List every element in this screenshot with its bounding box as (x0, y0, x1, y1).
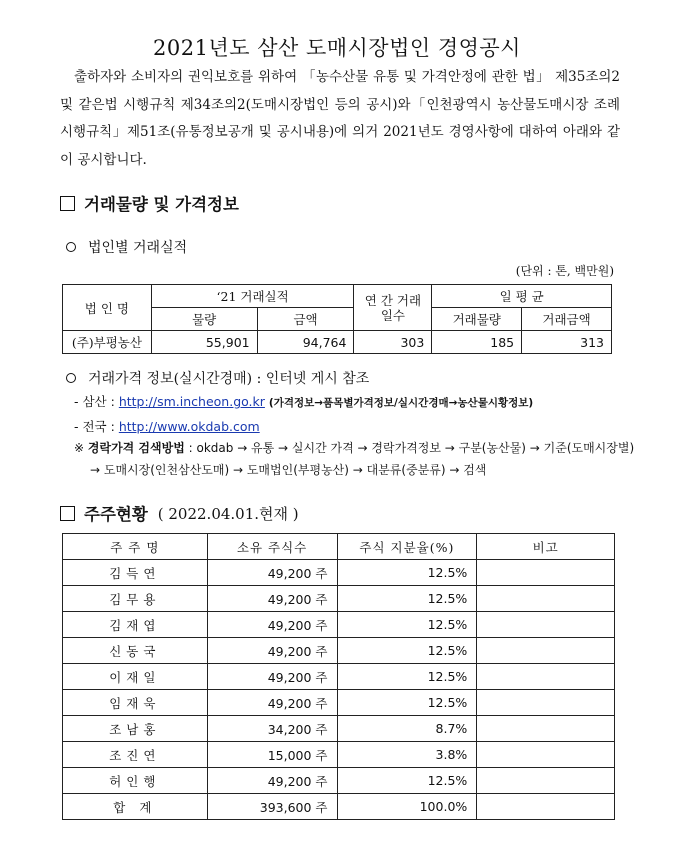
share-count: 49,200 주 (207, 612, 337, 638)
samsan-link[interactable]: http://sm.incheon.go.kr (118, 394, 265, 409)
remark (477, 586, 615, 612)
shareholder-name: 합 계 (63, 794, 208, 820)
circle-bullet-icon (66, 242, 76, 252)
cell-daily-amount: 313 (522, 331, 612, 354)
table-header-cell: 주식 지분율(%) (337, 534, 477, 560)
national-link[interactable]: http://www.okdab.com (118, 419, 260, 434)
corp-trade-subheading (66, 237, 187, 257)
shareholder-name: 조남홍 (63, 716, 208, 742)
table-row (63, 638, 615, 664)
table-header-cell: 주 주 명 (63, 534, 208, 560)
samsan-path: (가격정보→품목별가격정보/실시간경매→농산물시황정보) (268, 397, 534, 409)
remark (477, 664, 615, 690)
share-count: 49,200 주 (207, 664, 337, 690)
remark (477, 794, 615, 820)
search-method-label: 경락가격 검색방법 (87, 441, 185, 455)
samsan-label: - 삼산 : (74, 394, 115, 409)
share-count: 34,200 주 (207, 716, 337, 742)
search-method-note (74, 437, 636, 481)
shareholder-name: 신동국 (63, 638, 208, 664)
share-count: 393,600 주 (207, 794, 337, 820)
col-daily-amount-header: 거래금액 (522, 308, 612, 331)
table-row (63, 690, 615, 716)
shareholder-name: 임재욱 (63, 690, 208, 716)
share-count: 49,200 주 (207, 560, 337, 586)
remark (477, 690, 615, 716)
share-ratio: 12.5% (337, 560, 477, 586)
remark (477, 612, 615, 638)
share-ratio: 12.5% (337, 586, 477, 612)
table-header-cell: 비고 (477, 534, 615, 560)
table-header-row (63, 534, 615, 560)
table-row (63, 664, 615, 690)
section-shareholders-heading (60, 501, 299, 525)
price-info-label: 거래가격 정보(실시간경매) : 인터넷 게시 참조 (88, 371, 370, 387)
cell-daily-volume: 185 (432, 331, 522, 354)
table-header-cell: 소유 주식수 (207, 534, 337, 560)
table-row (63, 586, 615, 612)
remark (477, 742, 615, 768)
intro-paragraph: 출하자와 소비자의 권익보호를 위하여 「농수산물 유통 및 가격안정에 관한 법」 제35조의2 및 같은법 시행규칙 제34조의2(도매시장법인 등의 공시)와「인천광역시 농산물도매시장 조례시행규칙」제51조(유통정보공개 및 공시내용)에 의거 2021년도 경영사항에 대하여 아래와 같이 공시합니다. (60, 69, 620, 168)
share-ratio: 12.5% (337, 664, 477, 690)
remark (477, 560, 615, 586)
share-ratio: 12.5% (337, 638, 477, 664)
shareholder-name: 이재일 (63, 664, 208, 690)
square-bullet-icon (60, 506, 75, 521)
cell-amount: 94,764 (257, 331, 354, 354)
col-days-header: 연 간 거래일수 (354, 285, 432, 331)
trade-table (62, 284, 612, 354)
col-2021-header: ‘21 거래실적 (151, 285, 354, 308)
share-ratio: 12.5% (337, 768, 477, 794)
col-daily-volume-header: 거래물량 (432, 308, 522, 331)
corp-trade-label: 법인별 거래실적 (88, 240, 188, 256)
share-ratio: 3.8% (337, 742, 477, 768)
remark (477, 638, 615, 664)
share-ratio: 100.0% (337, 794, 477, 820)
page-title: 2021년도 삼산 도매시장법인 경영공시 (153, 36, 521, 60)
table-row (63, 794, 615, 820)
share-ratio: 8.7% (337, 716, 477, 742)
circle-bullet-icon (66, 373, 76, 383)
table-row (63, 768, 615, 794)
section-shareholders-title: 주주현황 (84, 505, 148, 524)
shareholder-name: 김득연 (63, 560, 208, 586)
samsan-line (74, 392, 533, 410)
section-trade-title: 거래물량 및 가격정보 (84, 195, 239, 214)
col-daily-header: 일 평 균 (432, 285, 612, 308)
share-count: 15,000 주 (207, 742, 337, 768)
square-bullet-icon (60, 196, 75, 211)
note-mark: ※ (74, 441, 85, 455)
shareholder-name: 김무용 (63, 586, 208, 612)
table-row (63, 716, 615, 742)
col-amount-header: 금액 (257, 308, 354, 331)
shareholder-name: 조진연 (63, 742, 208, 768)
shareholder-name: 김재엽 (63, 612, 208, 638)
shareholder-name: 허인행 (63, 768, 208, 794)
shareholders-date: ( 2022.04.01.현재 ) (157, 504, 299, 523)
unit-label: (단위 : 톤, 백만원) (515, 264, 614, 278)
cell-days: 303 (354, 331, 432, 354)
share-ratio: 12.5% (337, 612, 477, 638)
col-volume-header: 물량 (151, 308, 257, 331)
cell-corp: (주)부평농산 (63, 331, 152, 354)
national-line (74, 417, 260, 435)
price-info-subheading (66, 368, 369, 388)
share-ratio: 12.5% (337, 690, 477, 716)
remark (477, 768, 615, 794)
national-label: - 전국 : (74, 419, 115, 434)
col-corp-header: 법 인 명 (63, 285, 152, 331)
table-row (63, 742, 615, 768)
remark (477, 716, 615, 742)
section-trade-heading (60, 191, 239, 215)
share-count: 49,200 주 (207, 690, 337, 716)
table-row (63, 612, 615, 638)
search-method-text: : okdab → 유통 → 실시간 가격 → 경락가격정보 → 구분(농산물) → 기준(도매시장별) → 도매시장(인천삼산도매) → 도매법인(부평농산) → 대분류(중분류) → 검색 (90, 441, 635, 477)
shareholders-table (62, 533, 615, 820)
table-row (63, 331, 612, 354)
table-row (63, 560, 615, 586)
share-count: 49,200 주 (207, 586, 337, 612)
share-count: 49,200 주 (207, 768, 337, 794)
cell-volume: 55,901 (151, 331, 257, 354)
share-count: 49,200 주 (207, 638, 337, 664)
